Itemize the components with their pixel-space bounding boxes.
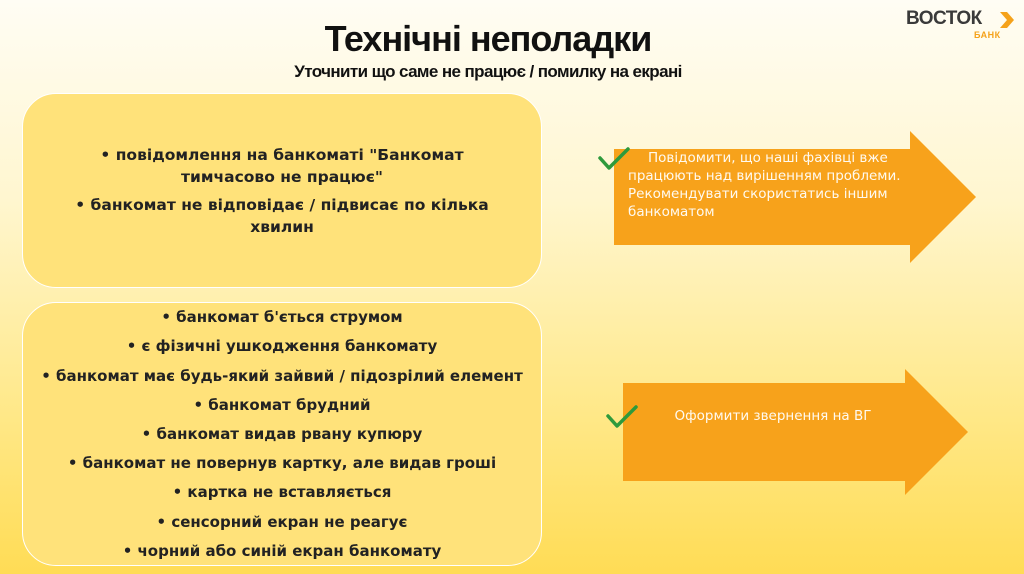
list-item: • банкомат не повернув картку, але видав гроші xyxy=(67,454,497,473)
panel-physical-issues xyxy=(22,302,542,566)
logo-name: ВОСТОК xyxy=(906,8,982,29)
list-item: • банкомат видав рвану купюру xyxy=(141,425,423,443)
list-item: • картка не вставляється xyxy=(172,483,392,502)
logo-arrow-icon xyxy=(996,10,1016,30)
check-icon xyxy=(606,404,638,430)
action-arrow-notify xyxy=(614,131,976,263)
list-item: • є фізичні ушкодження банкомату xyxy=(126,337,438,356)
panel-status-messages xyxy=(22,93,542,288)
list-item: • чорний або синій екран банкомату xyxy=(122,541,442,560)
list-item: • банкомат не відповідає / підвисає по кілька хвилин xyxy=(75,195,489,236)
check-icon xyxy=(598,146,630,172)
bank-logo xyxy=(906,8,1016,46)
list-item: • банкомат має будь-який зайвий / підозрілий елемент xyxy=(41,366,523,385)
slide-title: Технічні неполадки xyxy=(324,18,652,59)
logo-sub: БАНК xyxy=(974,30,1001,40)
action-text: Оформити звернення на ВГ xyxy=(674,408,872,424)
action-arrow-appeal xyxy=(623,369,968,495)
list-item: • сенсорний екран не реагує xyxy=(156,512,408,531)
list-item: • повідомлення на банкоматі "Банкомат тимчасово не працює" xyxy=(100,145,464,186)
arrow-shape-icon xyxy=(623,369,968,495)
slide-subtitle: Уточнити що саме не працює / помилку на екрані xyxy=(294,62,682,81)
list-item: • банкомат брудний xyxy=(193,395,371,414)
list-item: • банкомат б'ється струмом xyxy=(161,308,403,327)
action-text: Повідомити, що наші фахівці вже працюють над вирішенням проблеми. Рекомендувати скористатись іншим банкоматом xyxy=(628,150,901,220)
